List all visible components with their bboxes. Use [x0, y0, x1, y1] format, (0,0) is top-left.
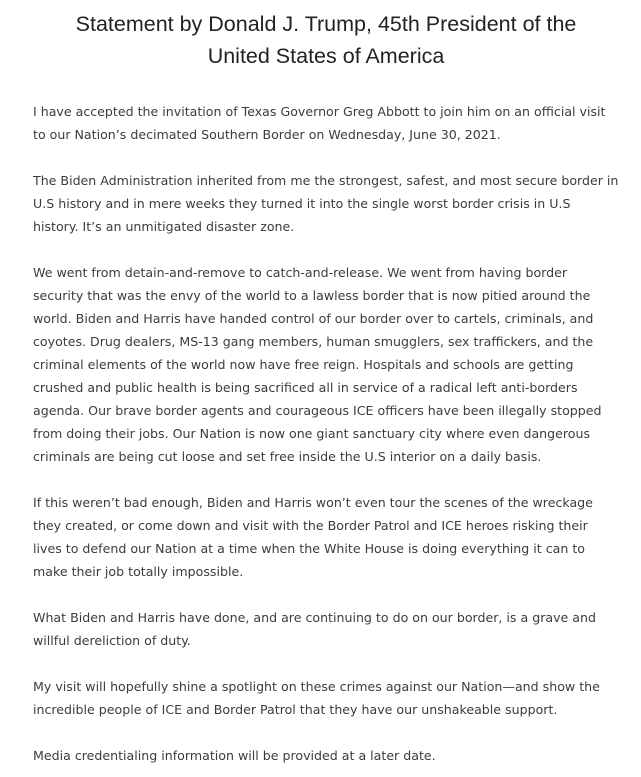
paragraph-invitation: I have accepted the invitation of Texas Governor Greg Abbott to join him on an official visit to our Nation’s decimated Southern Border on Wednesday, June 30, 2021.	[33, 104, 606, 142]
statement-title: Statement by Donald J. Trump, 45th President of the United States of America	[75, 12, 577, 68]
paragraph-catch-and-release: We went from detain-and-remove to catch-and-release. We went from having border security that was the envy of the world to a lawless border that is now pitied around the world. Biden and Harris have handed control of our border over to cartels, criminals, and coyotes. Drug dealers, MS-13 gang members, human smugglers, sex traffickers, and the criminal elements of the world now have free reign. Hospitals and schools are getting crushed and public health is being sacrificed all in service of a radical left anti-borders agenda. Our brave border agents and courageous ICE officers have been illegally stopped from doing their jobs. Our Nation is now one giant sanctuary city where even dangerous criminals are being cut loose and set free inside the U.S interior on a daily basis.	[33, 265, 602, 464]
paragraph-media-credentialing: Media credentialing information will be provided at a later date.	[33, 748, 436, 763]
paragraph-spotlight: My visit will hopefully shine a spotlight on these crimes against our Nation—and show the incredible people of ICE and Border Patrol that they have our unshakeable support.	[33, 679, 600, 717]
paragraph-inherited-border: The Biden Administration inherited from me the strongest, safest, and most secure border in U.S history and in mere weeks they turned it into the single worst border crisis in U.S history. It’s an unmitigated disaster zone.	[33, 173, 619, 234]
paragraph-wreckage: If this weren’t bad enough, Biden and Harris won’t even tour the scenes of the wreckage they created, or come down and visit with the Border Patrol and ICE heroes risking their lives to defend our Nation at a time when the White House is doing everything it can to make their job totally impossible.	[33, 495, 593, 579]
statement-body	[33, 100, 619, 767]
paragraph-dereliction: What Biden and Harris have done, and are continuing to do on our border, is a grave and willful dereliction of duty.	[33, 610, 596, 648]
